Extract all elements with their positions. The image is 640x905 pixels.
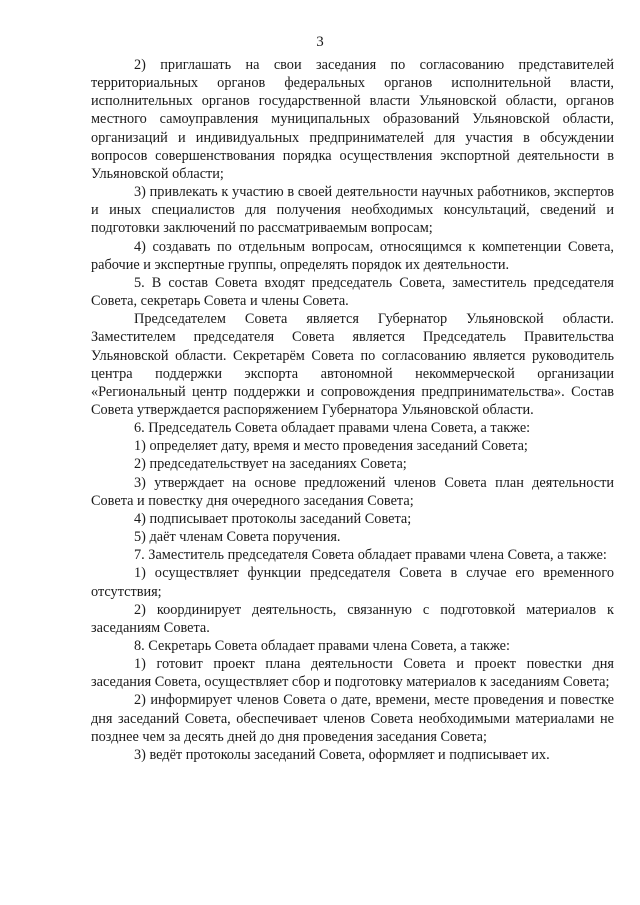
paragraph-section-6-chair-rights: 6. Председатель Совета обладает правами члена Совета, а также:: [134, 420, 531, 437]
paragraph-chair-item-4: 4) подписывает протоколы заседаний Совета;: [134, 510, 412, 527]
paragraph-item-2-invite: 2) приглашать на свои заседания по согласованию представителей территориальных органов федеральных органов исполнительной власти, исполнительных органов государственной власти Ульяновской области, органов местного самоуправления муниципальных образований Ульяновской области, организаций и индивидуальных предпринимателей для участия в обсуждении вопросов совершенствования порядка осуществления экспортной деятельности в Ульяновской области;: [91, 57, 614, 182]
paragraph-chair-deputy-secretary: Председателем Совета является Губернатор Ульяновской области. Заместителем председателя Совета является Председатель Правительства Ульяновской области. Секретарём Совета по согласованию является руководитель центра поддержки экспорта автономной некоммерческой организации «Региональный центр поддержки и сопровождения предпринимательства». Состав Совета утверждается распоряжением Губернатора Ульяновской области.: [91, 311, 614, 418]
paragraph-chair-item-5: 5) даёт членам Совета поручения.: [134, 529, 341, 546]
paragraph-deputy-item-2: 2) координирует деятельность, связанную с подготовкой материалов к заседаниям Совета.: [91, 601, 614, 636]
paragraph-section-8-secretary-rights: 8. Секретарь Совета обладает правами члена Совета, а также:: [134, 638, 510, 654]
paragraph-item-4-groups: 4) создавать по отдельным вопросам, относящимся к компетенции Совета, рабочие и экспертные группы, определять порядок их деятельности.: [91, 238, 614, 273]
paragraph-item-3-involve: 3) привлекать к участию в своей деятельности научных работников, экспертов и иных специалистов для получения необходимых консультаций, сведений и подготовки заключений по рассматриваемым вопросам;: [91, 184, 614, 237]
paragraph-section-5-composition: 5. В состав Совета входят председатель Совета, заместитель председателя Совета, секретарь Совета и члены Совета.: [91, 274, 614, 310]
paragraph-chair-item-2: 2) председательствует на заседаниях Совета;: [134, 456, 407, 473]
paragraph-chair-item-1: 1) определяет дату, время и место проведения заседаний Совета;: [134, 438, 528, 455]
paragraph-secretary-item-3: 3) ведёт протоколы заседаний Совета, оформляет и подписывает их.: [134, 746, 550, 763]
paragraph-deputy-item-1: 1) осуществляет функции председателя Совета в случае его временного отсутствия;: [91, 565, 614, 600]
document-body: [91, 56, 614, 764]
paragraph-secretary-item-2: 2) информирует членов Совета о дате, времени, месте проведения и повестке дня заседаний Совета, обеспечивает членов Совета необходимыми материалами не позднее чем за десять дней до дня проведения заседания Совета;: [91, 692, 614, 745]
paragraph-chair-item-3: 3) утверждает на основе предложений членов Совета план деятельности Совета и повестку дня очередного заседания Совета;: [91, 474, 614, 509]
paragraph-secretary-item-1: 1) готовит проект плана деятельности Совета и проект повестки дня заседания Совета, осуществляет сбор и подготовку материалов к заседаниям Совета;: [91, 656, 614, 691]
page-number: 3: [316, 34, 324, 50]
paragraph-section-7-deputy-rights: 7. Заместитель председателя Совета обладает правами члена Совета, а также:: [134, 547, 607, 564]
